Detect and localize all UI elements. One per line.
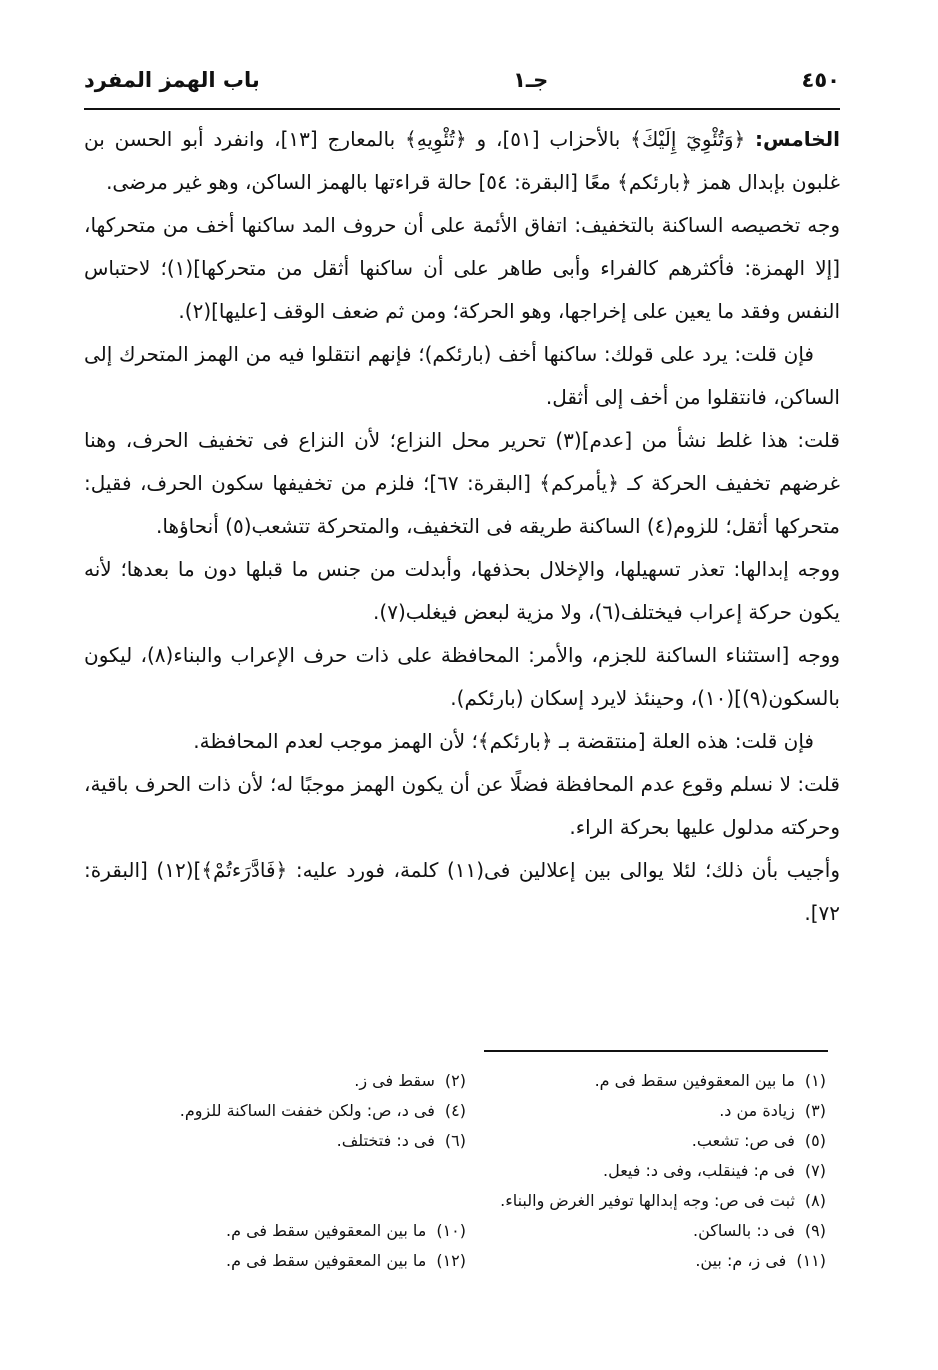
footnote-text: زيادة من د.	[719, 1101, 795, 1120]
running-header	[84, 60, 840, 100]
footnote-text: سقط فى ز.	[354, 1071, 435, 1090]
footnote-text: ما بين المعقوفين سقط فى م.	[226, 1251, 427, 1270]
paragraph-text: وأجيب بأن ذلك؛ لئلا يوالى بين إعلالين فى(١١) كلمة، فورد عليه: ﴿فَادَّرَءتُمْ﴾](١٢) [البقرة: ٧٢].	[84, 858, 840, 925]
footnote-row	[84, 1096, 826, 1126]
footnote-number: (١١)	[796, 1251, 826, 1270]
paragraph-text: ﴿وَتُئْوِيٓ إِلَيْكَ﴾ بالأحزاب [٥١]، و ﴿تُئْوِيهِ﴾ بالمعارج [١٣]، وانفرد أبو الحسن بن غلبون بإبدال همز ﴿بارئكم﴾ معًا [البقرة: ٥٤] حالة قراءتها بالهمز الساكن، وهو غير مرضى.	[84, 127, 840, 194]
footnote	[466, 1126, 826, 1156]
footnote	[106, 1126, 466, 1156]
footnote-row	[84, 1216, 826, 1246]
footnote-number: (١٢)	[436, 1251, 466, 1270]
chapter-title: باب الهمز المفرد	[84, 68, 260, 92]
footnote-number: (٢)	[444, 1071, 466, 1090]
footnote-number: (٦)	[444, 1131, 466, 1150]
footnote-number: (٤)	[444, 1101, 466, 1120]
paragraph	[84, 419, 840, 548]
footnote-row	[84, 1066, 826, 1096]
footnote	[106, 1096, 466, 1126]
paragraph-text: ووجه [استثناء الساكنة للجزم، والأمر: المحافظة على ذات حرف الإعراب والبناء(٨)، ليكون بالسكون(٩)](١٠)، وحينئذ لايرد إسكان (بارئكم).	[84, 643, 841, 710]
footnote-text: فى د: فتختلف.	[336, 1131, 435, 1150]
footnote-text: فى د، ص: ولكن خففت الساكنة للزوم.	[179, 1101, 435, 1120]
footnote-number: (٣)	[804, 1101, 826, 1120]
footnote-text: ما بين المعقوفين سقط فى م.	[594, 1071, 795, 1090]
header-divider	[84, 108, 840, 110]
footnote	[466, 1246, 826, 1276]
footnote-row	[84, 1246, 826, 1276]
footnote-text: ثبت فى ص: وجه إبدالها توفير الغرض والبناء.	[500, 1191, 795, 1210]
footnote-text: فى ز، م: بين.	[695, 1251, 787, 1270]
paragraph	[84, 333, 840, 419]
paragraph-text: ووجه إبدالها: تعذر تسهيلها، والإخلال بحذفها، وأبدلت من جنس ما قبلها دون ما بعدها؛ لأنه يكون حركة إعراب فيختلف(٦)، ولا مزية لبعض فيغلب(٧).	[84, 557, 840, 624]
footnote	[106, 1066, 466, 1096]
volume-label: جـ١	[513, 68, 549, 92]
footnote-row	[84, 1126, 826, 1156]
paragraph	[84, 720, 840, 763]
footnote-number: (١)	[804, 1071, 826, 1090]
page-number: ٤٥٠	[801, 68, 840, 92]
footnote-number: (٧)	[804, 1161, 826, 1180]
footnote-number: (١٠)	[436, 1221, 466, 1240]
footnote-row	[84, 1186, 826, 1216]
paragraph-lead: الخامس:	[755, 127, 840, 151]
footnote-number: (٨)	[804, 1191, 826, 1210]
paragraph	[84, 634, 840, 720]
paragraph-text: قلت: هذا غلط نشأ من [عدم](٣) تحرير محل النزاع؛ لأن النزاع فى تخفيف الحرف، وهنا غرضهم تخفيف الحركة كـ ﴿يأمركم﴾ [البقرة: ٦٧]؛ فلزم من تخفيفها سكون الحرف، فقيل: متحركها أثقل؛ للزوم(٤) الساكنة طريقه فى التخفيف، والمتحركة تتشعب(٥) أنحاؤها.	[84, 428, 840, 538]
footnote	[500, 1186, 826, 1216]
footnote	[466, 1066, 826, 1096]
footnote-text: فى م: فينقلب، وفى د: فيعل.	[603, 1161, 795, 1180]
paragraph	[84, 118, 840, 204]
footnotes	[84, 1066, 826, 1276]
main-text	[84, 118, 840, 935]
paragraph	[84, 849, 840, 935]
footnote-text: ما بين المعقوفين سقط فى م.	[226, 1221, 427, 1240]
paragraph-text: وجه تخصيصه الساكنة بالتخفيف: اتفاق الأئمة على أن حروف المد ساكنها أخف من متحركها، [إلا الهمزة: فأكثرهم كالفراء وأبى طاهر على أن ساكنها أثقل من متحركها](١)؛ لاحتباس النفس وفقد ما يعين على إخراجها، وهو الحركة؛ ومن ثم ضعف الوقف [عليها](٢).	[84, 213, 840, 323]
paragraph	[84, 763, 840, 849]
footnote-number: (٩)	[804, 1221, 826, 1240]
paragraph-text: فإن قلت: يرد على قولك: ساكنها أخف (بارئكم)؛ فإنهم انتقلوا فيه من الهمز المتحرك إلى الساكن، فانتقلوا من أخف إلى أثقل.	[84, 342, 840, 409]
footnote-divider	[484, 1050, 828, 1052]
paragraph-text: فإن قلت: هذه العلة [منتقضة بـ ﴿بارئكم﴾؛ لأن الهمز موجب لعدم المحافظة.	[193, 729, 814, 753]
footnote	[466, 1216, 826, 1246]
footnote	[603, 1156, 826, 1186]
footnote	[466, 1096, 826, 1126]
footnote	[106, 1216, 466, 1246]
footnote-text: فى د: بالساكن.	[693, 1221, 795, 1240]
paragraph-text: قلت: لا نسلم وقوع عدم المحافظة فضلًا عن أن يكون الهمز موجبًا له؛ لأن ذات الحرف باقية، وحركته مدلول عليها بحركة الراء.	[84, 772, 840, 839]
paragraph	[84, 548, 840, 634]
footnote-number: (٥)	[804, 1131, 826, 1150]
paragraph	[84, 204, 840, 333]
footnote-text: فى ص: تشعب.	[691, 1131, 795, 1150]
footnote	[106, 1246, 466, 1276]
footnote-row	[84, 1156, 826, 1186]
